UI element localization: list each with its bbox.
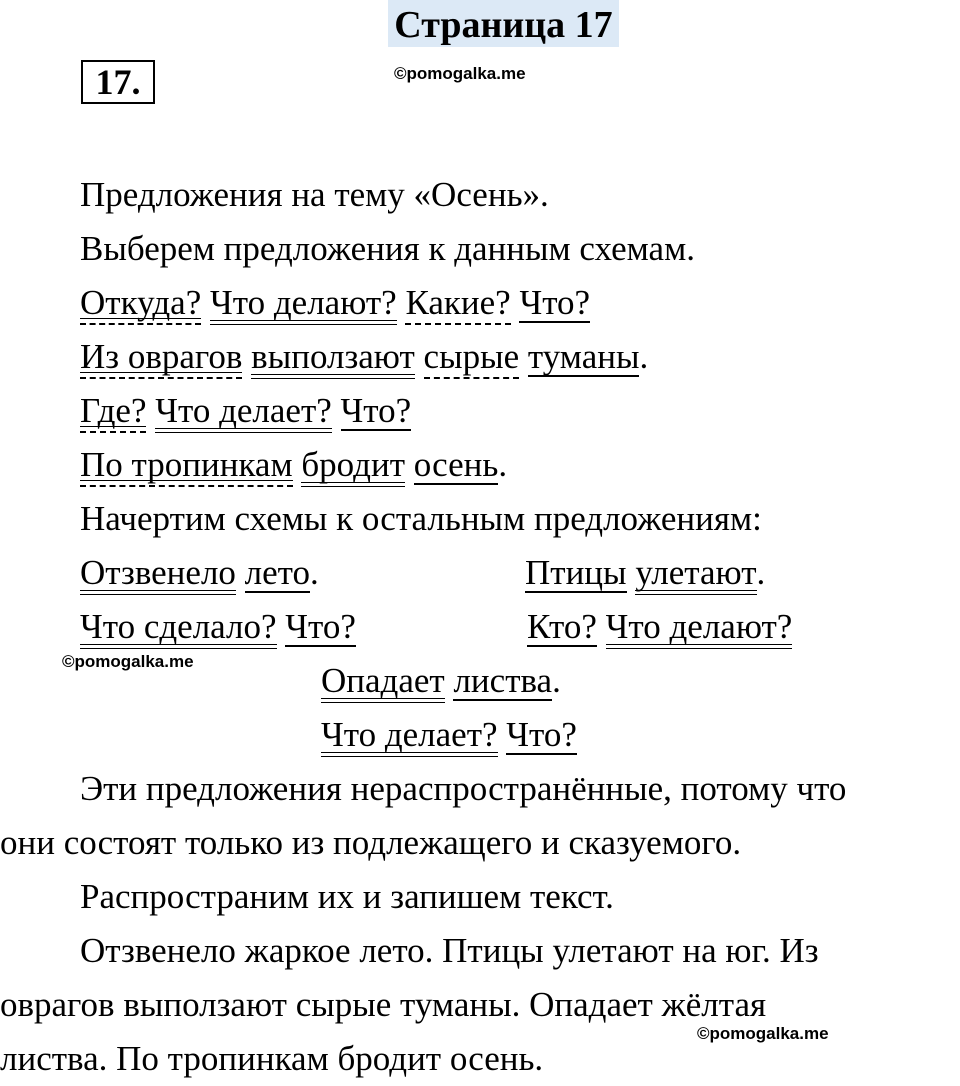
sentence-end: .: [639, 337, 649, 376]
word-predicate: Опадает: [321, 654, 445, 708]
question-predicate: Что сделало?: [80, 600, 277, 654]
short-sentence-3: [321, 654, 561, 708]
watermark: ©pomogalka.me: [394, 64, 526, 83]
short-scheme-2: [527, 600, 792, 654]
final-text-line-1: Отзвенело жаркое лето. Птицы улетают на юг. Из: [80, 931, 819, 970]
sentence-end: .: [552, 661, 561, 700]
question-predicate: Что делает?: [321, 708, 498, 762]
question-predicate: Что делают?: [210, 276, 397, 330]
short-scheme-1: [80, 600, 356, 654]
conclusion-line-1: Эти предложения нераспространённые, потому что: [80, 769, 847, 808]
final-text-line-2: оврагов выползают сырые туманы. Опадает жёлтая: [0, 985, 767, 1024]
word-predicate: Отзвенело: [80, 546, 236, 600]
question-adverbial: Откуда?: [80, 276, 201, 330]
question-subject: Что?: [285, 600, 356, 654]
word-adverbial: Из оврагов: [80, 330, 242, 384]
word-subject: листва: [453, 654, 552, 708]
draw-intro: Начертим схемы к остальным предложениям:: [80, 499, 762, 538]
question-subject: Кто?: [527, 600, 597, 654]
intro-line-1: Предложения на тему «Осень».: [80, 175, 549, 214]
question-predicate: Что делает?: [155, 384, 332, 438]
word-predicate: улетают: [635, 546, 756, 600]
question-subject: Что?: [341, 384, 412, 438]
intro-line-2: Выберем предложения к данным схемам.: [80, 229, 695, 268]
word-predicate: выползают: [251, 330, 415, 384]
scheme1-questions: [80, 276, 590, 330]
watermark: ©pomogalka.me: [697, 1024, 829, 1043]
page-title: Страница 17: [388, 0, 619, 47]
short-sentence-1: [80, 546, 319, 600]
scheme2-questions: [80, 384, 411, 438]
scheme1-sentence: [80, 330, 648, 384]
sentence-end: .: [756, 553, 766, 592]
question-predicate: Что делают?: [606, 600, 793, 654]
conclusion-line-3: Распространим их и запишем текст.: [80, 877, 614, 916]
watermark: ©pomogalka.me: [62, 652, 194, 671]
sentence-end: .: [310, 553, 319, 592]
sentence-end: .: [498, 445, 508, 484]
word-attribute: сырые: [424, 330, 520, 384]
short-sentence-2: [525, 546, 765, 600]
word-subject: осень: [414, 438, 499, 492]
word-adverbial: По тропинкам: [80, 438, 293, 492]
question-subject: Что?: [506, 708, 577, 762]
exercise-number: 17.: [81, 60, 155, 104]
word-subject: туманы: [528, 330, 640, 384]
word-subject: лето: [245, 546, 310, 600]
question-subject: Что?: [519, 276, 590, 330]
final-text-line-3: листва. По тропинкам бродит осень.: [0, 1039, 544, 1078]
word-subject: Птицы: [525, 546, 627, 600]
scheme2-sentence: [80, 438, 507, 492]
question-attribute: Какие?: [405, 276, 510, 330]
short-scheme-3: [321, 708, 577, 762]
word-predicate: бродит: [301, 438, 405, 492]
conclusion-line-2: они состоят только из подлежащего и сказуемого.: [0, 823, 742, 862]
question-adverbial: Где?: [80, 384, 146, 438]
